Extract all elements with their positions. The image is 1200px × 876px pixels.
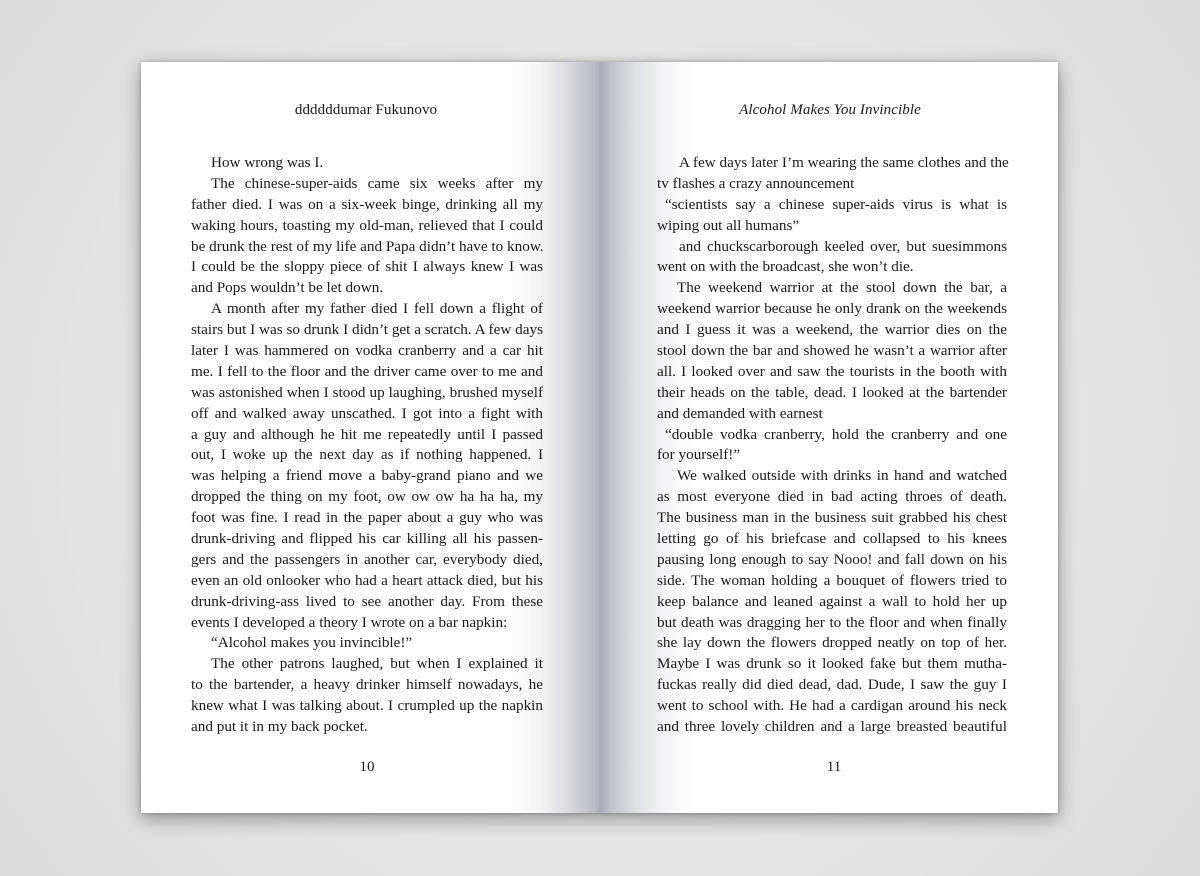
text-line: out, I woke up the next day as if nothing happened. I (191, 446, 543, 464)
text-line: We walked outside with drinks in hand and watched (677, 467, 1007, 485)
text-line: How wrong was I. (211, 154, 324, 171)
text-line: fuckas really did died dead, dad. Dude, I saw the guy I (657, 676, 1007, 694)
text-line: be drunk the rest of my life and Papa didn’t have to know. (191, 237, 544, 255)
text-line: letting go of his briefcase and collapsed to his knees (657, 530, 1007, 548)
text-line: all. I looked over and saw the tourists in the booth with (657, 362, 1007, 380)
text-line: for yourself!” (657, 446, 741, 464)
text-line: side. The woman holding a bouquet of flowers tried to (657, 571, 1007, 589)
text-line: I could be the sloppy piece of shit I always knew I was (191, 258, 543, 276)
running-head-title: Alcohol Makes You Invincible (739, 102, 921, 118)
text-line: pausing long enough to say Nooo! and fall down on his (657, 550, 1007, 568)
text-line: The other patrons laughed, but when I explained it (211, 655, 543, 673)
text-line: she lay down the flowers dropped neatly on top of her. (657, 634, 1007, 652)
text-line: gers and the passengers in another car, everybody died, (191, 550, 543, 568)
page-number-left: 10 (359, 759, 375, 775)
text-line: and demanded with earnest (657, 404, 823, 422)
text-line: as most everyone died in bad acting throes of death. (657, 488, 1007, 506)
text-line: and I guess it was a weekend, the warrior dies on the (657, 321, 1007, 339)
text-line: off and walked away unscathed. I got into a fight with (191, 404, 543, 422)
text-line: and Pops wouldn’t be let down. (191, 279, 384, 297)
text-line: The business man in the business suit grabbed his chest (657, 509, 1007, 527)
text-line: foot was fine. I read in the paper about a guy who was (191, 509, 543, 527)
text-line: was astonished when I stood up laughing, brushed myself (191, 383, 543, 401)
left-page (141, 62, 599, 813)
text-line: keep balance and leaned against a wall to hold her up (657, 592, 1007, 610)
text-line: “double vodka cranberry, hold the cranberry and one (665, 425, 1007, 443)
text-line: and chuckscarborough keeled over, but suesimmons (679, 237, 1007, 255)
text-line: A few days later I’m wearing the same clothes and the (679, 154, 1009, 171)
text-line: waking hours, toasting my old-man, relieved that I could (191, 216, 543, 234)
left-page-body-text (191, 153, 543, 738)
text-line: but death was dragging her to the floor and when finally (657, 613, 1007, 631)
text-line: later I was hammered on vodka cranberry and a car hit (191, 342, 543, 360)
text-line: me. I fell to the floor and the driver came over to me and (191, 362, 543, 380)
text-line: to the bartender, a heavy drinker himself nowadays, he (191, 676, 543, 694)
text-line: wiping out all humans” (657, 216, 800, 234)
text-line: The weekend warrior at the stool down the bar, a (677, 279, 1007, 297)
text-line: knew what I was talking about. I crumpled up the napkin (191, 697, 543, 715)
text-line: events I developed a theory I wrote on a bar napkin: (191, 613, 508, 631)
text-line: and put it in my back pocket. (191, 718, 368, 736)
text-line: “scientists say a chinese super-aids virus is what is (665, 195, 1007, 213)
text-line: “Alcohol makes you invincible!” (211, 634, 413, 652)
text-line: a guy and although he hit me repeatedly until I passed (191, 425, 543, 443)
text-line: A month after my father died I fell down a flight of (211, 300, 543, 318)
text-line: The chinese-super-aids came six weeks after my (211, 174, 543, 192)
page-number-right: 11 (826, 759, 842, 775)
text-line: dropped the thing on my foot, ow ow ow ha ha ha, my (191, 488, 543, 506)
text-line: was helping a friend move a baby-grand piano and we (191, 467, 543, 485)
text-line: stool down the bar and showed he wasn’t a warrior after (657, 342, 1007, 360)
text-line: their heads on the table, dead. I looked at the bartender (657, 383, 1007, 401)
text-line: and three lovely children and a large breasted beautiful (657, 718, 1007, 736)
text-line: drunk-driving-ass lived to see another day. From these (191, 592, 543, 610)
running-head-author: ddddddumar Fukunovo (294, 102, 438, 118)
text-line: went on with the broadcast, she won’t die. (657, 258, 914, 276)
right-page-body-text (657, 153, 1007, 738)
text-line: weekend warrior because he only drank on the weekends (657, 300, 1007, 318)
text-line: tv flashes a crazy announcement (657, 174, 855, 192)
text-line: even an old onlooker who had a heart attack died, but his (191, 571, 543, 589)
text-line: drunk-driving and flipped his car killing all his passen- (191, 530, 543, 548)
text-line: went to school with. He had a cardigan around his neck (657, 697, 1007, 715)
text-line: stairs but I was so drunk I didn’t get a scratch. A few days (191, 321, 543, 339)
right-page (599, 62, 1058, 813)
open-book (141, 62, 1058, 813)
text-line: Maybe I was drunk so it looked fake but them mutha- (657, 655, 1007, 673)
text-line: father died. I was on a six-week binge, drinking all my (191, 195, 543, 213)
